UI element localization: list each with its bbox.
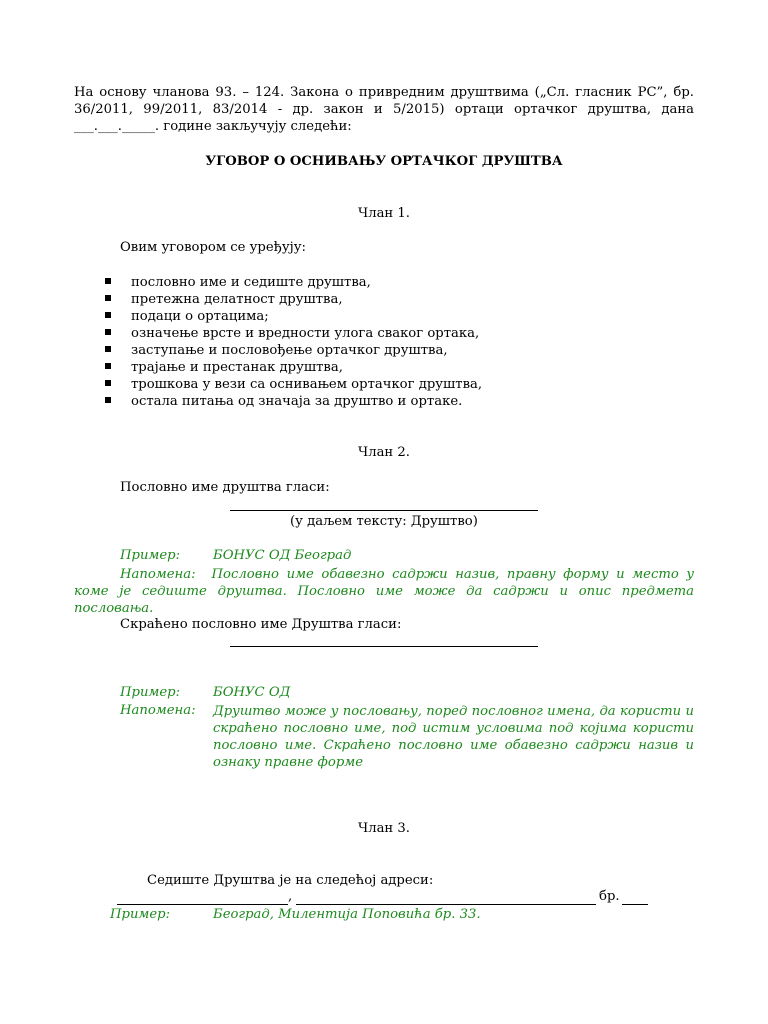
street-blank [296, 904, 596, 905]
business-name-label: Пословно име друштва гласи: [120, 480, 330, 495]
list-item: означење врсте и вредности улога сваког ортака, [105, 325, 482, 342]
article-1-heading: Члан 1. [358, 206, 410, 221]
seat-label: Седиште Друштва је на следећој адреси: [147, 873, 434, 888]
bullet-icon [105, 346, 111, 352]
list-item: подаци о ортацима; [105, 308, 482, 325]
bullet-icon [105, 278, 111, 284]
note-text: Пословно име обавезно садржи назив, правну форму и место у коме је седиште друштва. Пословно име може да садржи и опис предмета пословања. [74, 567, 694, 616]
bullet-icon [105, 295, 111, 301]
bullet-icon [105, 397, 111, 403]
list-item: заступање и пословођење ортачког друштва, [105, 342, 482, 359]
business-name-blank [230, 510, 538, 511]
bullet-icon [105, 329, 111, 335]
article-1-list [105, 274, 482, 410]
number-blank [622, 904, 648, 905]
document-title: УГОВОР О ОСНИВАЊУ ОРТАЧКОГ ДРУШТВА [205, 154, 563, 169]
short-name-label: Скраћено пословно име Друштва гласи: [120, 617, 402, 632]
bullet-icon [105, 312, 111, 318]
list-item: пословно име и седиште друштва, [105, 274, 482, 291]
list-item: претежна делатност друштва, [105, 291, 482, 308]
short-name-blank [230, 646, 538, 647]
further-text-note: (у даљем тексту: Друштво) [290, 514, 478, 529]
example3-label: Пример: [110, 907, 171, 922]
article-2-heading: Члан 2. [358, 445, 410, 460]
city-blank [117, 904, 288, 905]
bullet-icon [105, 380, 111, 386]
intro-paragraph: На основу чланова 93. – 124. Закона о привредним друштвима („Сл. гласник РС”, бр. 36/2011, 99/2011, 83/2014 - др. закон и 5/2015) ортаци ортачког друштва, дана ___.___._____. године закључују следећи: [74, 85, 694, 134]
note2-text: Друштво може у пословању, поред пословног имена, да користи и скраћено пословно име, под истим условима под којима користи пословно име. Скраћено пословно име обавезно садржи назив и ознаку правне форме [213, 704, 694, 770]
example-value: БОНУС ОД Београд [213, 548, 352, 563]
comma-separator: , [288, 889, 293, 904]
bullet-icon [105, 363, 111, 369]
note2-label: Напомена: [120, 703, 196, 718]
list-item: трајање и престанак друштва, [105, 359, 482, 376]
example2-label: Пример: [120, 685, 181, 700]
example-label: Пример: [120, 548, 181, 563]
note-paragraph [74, 566, 694, 617]
list-item: остала питања од значаја за друштво и ортаке. [105, 393, 482, 410]
number-label: бр. [599, 889, 620, 904]
example2-value: БОНУС ОД [213, 685, 291, 700]
example3-value: Београд, Милентија Поповића бр. 33. [213, 907, 481, 922]
note-label: Напомена: [120, 567, 196, 582]
list-item: трошкова у вези са оснивањем ортачког друштва, [105, 376, 482, 393]
article-3-heading: Члан 3. [358, 821, 410, 836]
article-1-lead: Овим уговором се уређују: [120, 240, 306, 255]
